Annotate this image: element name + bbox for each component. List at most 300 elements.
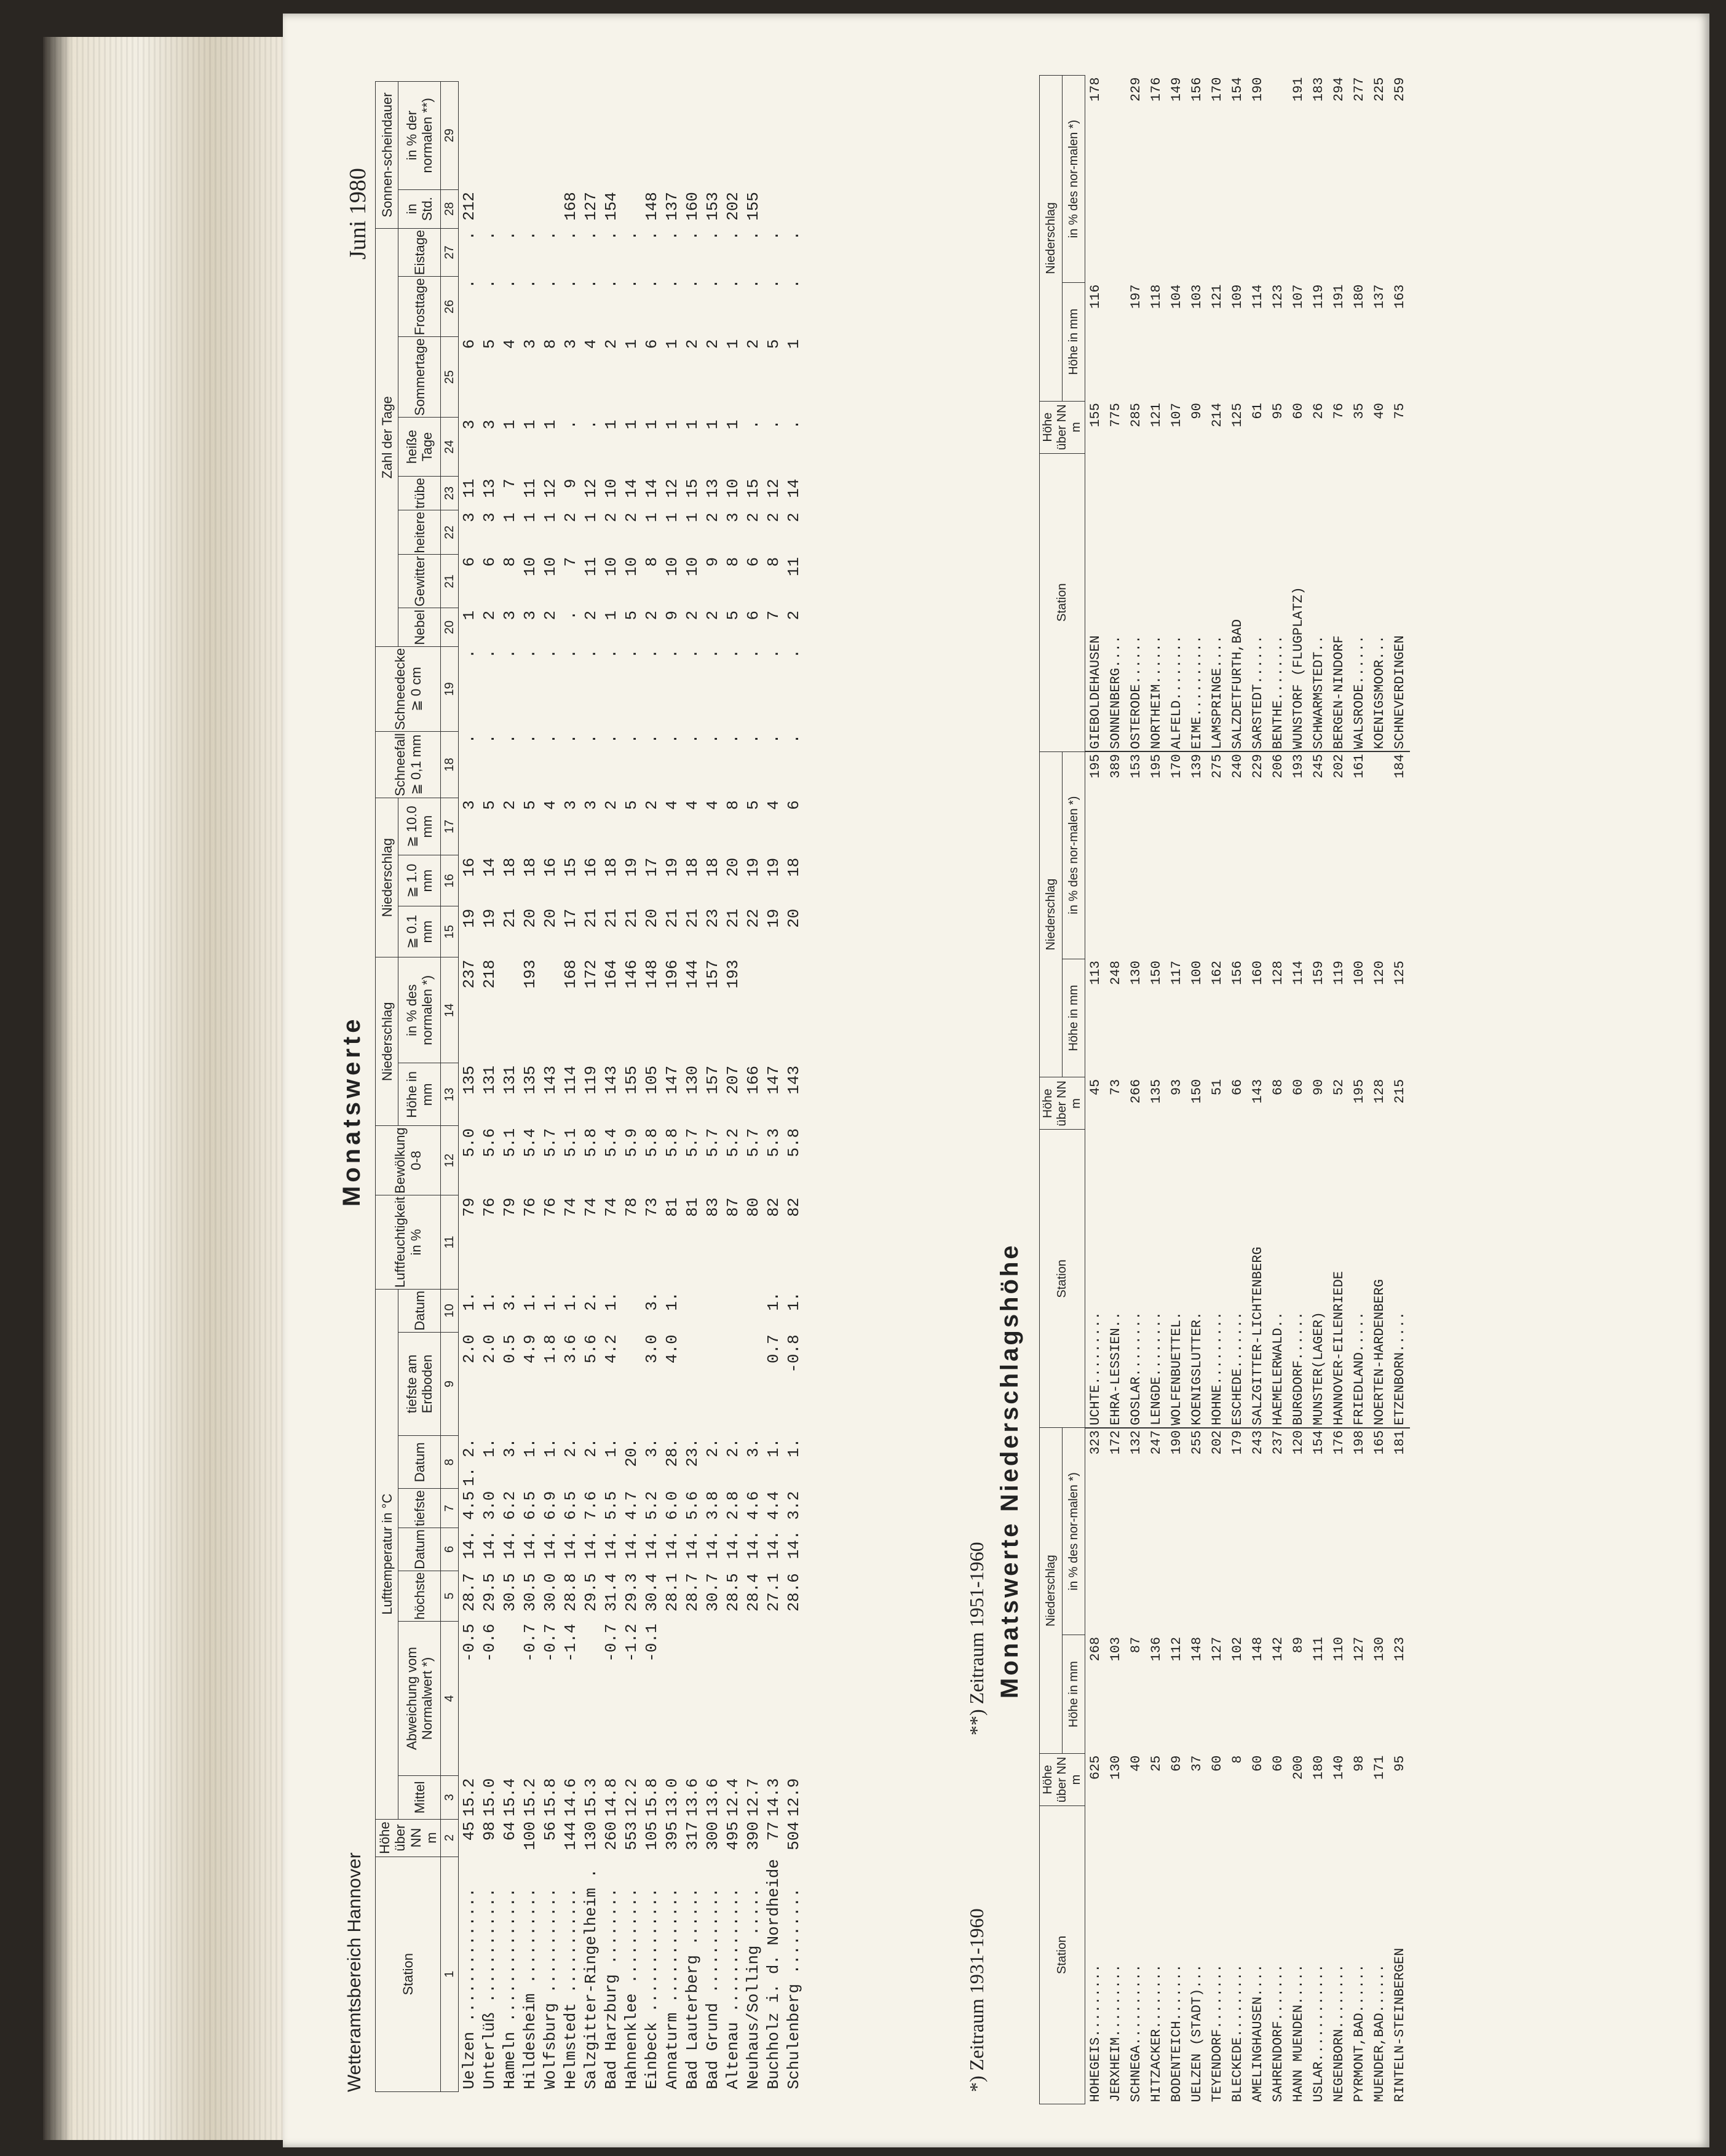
table-cell: 6.2 xyxy=(500,1491,519,1520)
table-cell: 102 xyxy=(1230,1636,1245,1662)
table-cell: . xyxy=(662,231,681,240)
station-name: PYRMONT,BAD...... xyxy=(1352,1964,1367,2102)
bleed-through-layer xyxy=(283,14,1709,2147)
table-cell: 10 xyxy=(683,557,702,577)
table-cell: 195 xyxy=(1352,1079,1367,1104)
table-cell: 14. xyxy=(642,1530,661,1560)
table-cell: 21 xyxy=(683,908,702,928)
table-cell: 113 xyxy=(1088,961,1103,985)
table-cell xyxy=(783,957,804,1063)
table-cell: . xyxy=(743,279,762,289)
table-cell: 4.4 xyxy=(764,1491,783,1520)
station-name: NOERTEN-HARDENBERG xyxy=(1369,1130,1390,1428)
table-cell: 277 xyxy=(1352,77,1367,102)
table-cell: 3. xyxy=(500,1291,519,1311)
table-cell: 14. xyxy=(723,1530,742,1560)
table-cell: 127 xyxy=(1352,1636,1367,1662)
table-cell: 19 xyxy=(764,908,783,928)
table-cell: 1. xyxy=(764,1291,783,1311)
table-cell: 10 xyxy=(622,557,641,577)
table-cell: 2 xyxy=(683,610,702,620)
table-cell: 154 xyxy=(1311,1430,1326,1455)
table-cell: 323 xyxy=(1088,1430,1103,1455)
table-cell: 2 xyxy=(703,339,722,349)
table-cell: 3 xyxy=(520,610,539,620)
table-cell: . xyxy=(520,734,539,744)
table-cell: 268 xyxy=(1088,1636,1103,1662)
station-name: Uelzen .............. xyxy=(459,1887,478,2090)
table-cell: . xyxy=(561,419,580,430)
table-cell: 142 xyxy=(1270,1636,1286,1662)
t2-th-height-3: Höhe über NN m xyxy=(1040,401,1085,453)
table-cell: 14.3 xyxy=(764,1778,783,1817)
table-cell: 18 xyxy=(601,857,620,877)
table-cell: 15.0 xyxy=(480,1778,499,1817)
table-cell: 163 xyxy=(1392,284,1407,309)
footnote-2: **) Zeitraum 1951-1960 xyxy=(965,1542,988,1735)
table-row xyxy=(1166,76,1187,2104)
th-min: tiefste xyxy=(398,1489,441,1528)
table-cell: . xyxy=(500,231,519,240)
table-cell: 8 xyxy=(540,339,560,349)
table-cell: 107 xyxy=(1291,284,1306,309)
th-ice: Eistage xyxy=(398,228,441,276)
table-cell: 3. xyxy=(642,1438,661,1458)
station-name: LENGDE........ xyxy=(1146,1130,1166,1428)
table-cell xyxy=(520,189,540,228)
table-cell: 390 xyxy=(743,1821,762,1850)
table-cell: 147 xyxy=(662,1065,681,1095)
station-name: AMELINGHAUSEN.... xyxy=(1250,1964,1265,2102)
table-cell: 2 xyxy=(540,610,560,620)
table-cell: 172 xyxy=(1108,1430,1123,1455)
table-cell: 89 xyxy=(1291,1636,1306,1654)
table-cell: . xyxy=(581,649,600,659)
rotated-content xyxy=(332,50,1654,2129)
table-cell: 553 xyxy=(622,1821,641,1850)
table-cell: 3. xyxy=(743,1438,762,1458)
column-number: 8 xyxy=(441,1436,459,1489)
table-row xyxy=(1085,76,1106,2104)
table-cell: 40 xyxy=(1128,1755,1144,1772)
table-cell: 1. 2. xyxy=(459,1438,478,1486)
th-sun-hours: in Std. xyxy=(398,189,441,228)
table-row xyxy=(459,82,480,2092)
th-ge100: ≧ 10.0 mm xyxy=(398,798,441,855)
table-cell: 2 xyxy=(743,339,762,349)
table-cell: -1.4 xyxy=(561,1623,580,1662)
table-cell: . xyxy=(743,649,762,659)
table-cell: 95 xyxy=(1392,1755,1407,1772)
table-cell xyxy=(702,82,722,190)
table-cell: 195 xyxy=(1088,754,1103,779)
table-cell: 247 xyxy=(1149,1430,1164,1455)
table-row xyxy=(1349,76,1369,2104)
station-name: OSTERODE...... xyxy=(1126,453,1146,751)
table-cell xyxy=(621,189,641,228)
t2-th-height-1: Höhe über NN m xyxy=(1040,1754,1085,1806)
station-name: Schulenberg ......... xyxy=(784,1887,803,2090)
th-group-sun: Sonnen-scheindauer xyxy=(376,82,398,229)
table-cell: 1 xyxy=(500,419,519,430)
table-cell: 2.8 xyxy=(723,1491,742,1520)
table-cell: . xyxy=(703,231,722,240)
column-number: 20 xyxy=(441,608,459,646)
th-min-date: Datum xyxy=(398,1436,441,1489)
header-title: Monatswerte xyxy=(338,1015,365,1207)
table-cell: 1. xyxy=(784,1291,803,1311)
table-row xyxy=(1308,76,1329,2104)
table-cell: -0.8 xyxy=(784,1334,803,1373)
table-cell: 2 xyxy=(581,610,600,620)
column-number: 7 xyxy=(441,1489,459,1528)
t2-th-station-2: Station xyxy=(1040,1130,1085,1428)
table-cell: 19 xyxy=(622,857,641,877)
station-name: KOENIGSMOOR... xyxy=(1369,453,1390,751)
table-cell: 2 xyxy=(743,512,762,523)
table-cell: 130 xyxy=(1372,1636,1387,1662)
station-name: Salzgitter-Ringelheim . xyxy=(581,1868,600,2090)
table-cell: 2 xyxy=(601,339,620,349)
table-cell: 3 xyxy=(500,610,519,620)
table-cell xyxy=(499,957,520,1063)
table-cell: 3.6 xyxy=(561,1334,580,1364)
table-cell: 1. xyxy=(540,1438,560,1458)
station-name: BERGEN-NINDORF xyxy=(1329,453,1349,751)
table-cell: . xyxy=(561,734,580,744)
table-cell: 20 xyxy=(642,908,661,928)
table-cell: 2 xyxy=(601,512,620,523)
t2-th-mm-3: Höhe in mm xyxy=(1063,283,1085,402)
table-cell: 127 xyxy=(581,192,600,221)
table-cell: 51 xyxy=(1209,1079,1225,1096)
table-cell: 6 xyxy=(743,557,762,567)
table-cell: 179 xyxy=(1230,1430,1245,1455)
table-cell: . xyxy=(622,649,641,659)
table-cell xyxy=(783,189,804,228)
table-cell xyxy=(601,82,621,190)
table-cell: 128 xyxy=(1270,961,1286,985)
table-cell: 3 xyxy=(520,339,539,349)
station-name: LAMSPRINGE.... xyxy=(1207,453,1227,751)
table-cell: 1. xyxy=(520,1438,539,1458)
t2-th-mm-2: Höhe in mm xyxy=(1063,959,1085,1077)
th-fog: Nebel xyxy=(398,608,441,646)
table-cell: 2 xyxy=(601,800,620,810)
column-number: 16 xyxy=(441,855,459,906)
table-cell: 73 xyxy=(642,1197,661,1217)
th-snowfall: Schneefall ≧ 0,1 mm xyxy=(376,732,441,798)
table-cell: . xyxy=(642,734,661,744)
table-cell: 625 xyxy=(1088,1755,1103,1780)
table-cell: 1 xyxy=(662,419,681,430)
table-cell: 161 xyxy=(1352,754,1367,779)
column-number: 9 xyxy=(441,1332,459,1436)
table-cell: 14. xyxy=(703,1530,722,1560)
station-name: EHRA-LESSIEN.. xyxy=(1106,1130,1126,1428)
table-cell: 60 xyxy=(1291,1079,1306,1096)
table-cell xyxy=(743,82,763,190)
table-cell xyxy=(722,1332,743,1436)
table-cell xyxy=(763,82,783,190)
table-cell: 10 xyxy=(540,557,560,577)
table-cell: 37 xyxy=(1189,1755,1205,1772)
table-cell xyxy=(459,82,480,190)
table-cell: 1. xyxy=(480,1291,499,1311)
table-cell: 21 xyxy=(723,908,742,928)
table-cell: . xyxy=(601,279,620,289)
table-cell: . xyxy=(784,734,803,744)
station-name: GOSLAR........ xyxy=(1126,1130,1146,1428)
table-cell: 147 xyxy=(764,1065,783,1095)
table-cell: 245 xyxy=(1311,754,1326,779)
th-cloud: Bewölkung 0-8 xyxy=(376,1126,441,1195)
table-cell: 8 xyxy=(500,557,519,567)
table-cell: 6.5 xyxy=(561,1491,580,1520)
column-number: 15 xyxy=(441,906,459,957)
table-cell: 5.4 xyxy=(520,1128,539,1157)
table-cell: 5 xyxy=(764,339,783,349)
column-number: 23 xyxy=(441,477,459,510)
table-cell: 6.0 xyxy=(662,1491,681,1520)
table-cell: 143 xyxy=(601,1065,620,1095)
station-name: TEYENDORF........ xyxy=(1209,1964,1225,2102)
table-cell: 3 xyxy=(581,800,600,810)
table-row xyxy=(641,82,662,2092)
table-cell: 191 xyxy=(1291,77,1306,102)
table-cell: . xyxy=(743,734,762,744)
table-cell: 14. xyxy=(601,1530,620,1560)
table-cell: 103 xyxy=(1108,1636,1123,1662)
table-cell: 60 xyxy=(1209,1755,1225,1772)
table-cell: 2. xyxy=(723,1438,742,1458)
table-cell: 10 xyxy=(601,557,620,577)
station-name: KOENIGSLUTTER. xyxy=(1187,1130,1207,1428)
table-cell: . xyxy=(601,734,620,744)
table-cell: . xyxy=(662,279,681,289)
table-cell: 76 xyxy=(480,1197,499,1217)
table-cell: . xyxy=(520,279,539,289)
table-cell: 18 xyxy=(703,857,722,877)
station-name: SALZGITTER-LICHTENBERG xyxy=(1248,1130,1268,1428)
table-cell: 95 xyxy=(1270,403,1286,419)
station-name: BLECKEDE......... xyxy=(1230,1964,1245,2102)
table-cell: 171 xyxy=(1372,1755,1387,1780)
table-cell: 159 xyxy=(1311,961,1326,985)
table-cell: 6 xyxy=(459,557,478,567)
table-cell: 30.7 xyxy=(703,1573,722,1612)
table-cell: 1. xyxy=(601,1291,620,1311)
table-cell: 2 xyxy=(764,512,783,523)
station-name: WALSRODE...... xyxy=(1349,453,1369,751)
table-cell: 80 xyxy=(743,1197,762,1217)
table-cell xyxy=(702,1621,722,1775)
table-cell xyxy=(702,1332,722,1436)
station-name: MUENDER,BAD...... xyxy=(1372,1964,1387,2102)
table-cell: . xyxy=(540,649,560,659)
table-cell: 128 xyxy=(1372,1079,1387,1104)
table-cell xyxy=(560,82,580,190)
table-cell: 18 xyxy=(784,857,803,877)
column-number: 25 xyxy=(441,337,459,418)
table-cell xyxy=(743,1621,763,1775)
table-cell: 4 xyxy=(540,800,560,810)
table-cell: 9 xyxy=(703,557,722,567)
table-cell: 105 xyxy=(642,1065,661,1095)
table-cell: 105 xyxy=(642,1821,661,1850)
table-cell: 21 xyxy=(500,908,519,928)
table-cell: 3 xyxy=(459,800,478,810)
table-cell: . xyxy=(459,734,478,744)
table-cell: 1 xyxy=(723,419,742,430)
table-cell: 12.4 xyxy=(723,1778,742,1817)
table-cell: 6 xyxy=(459,339,478,349)
table-cell: 87 xyxy=(1128,1636,1144,1654)
th-dull: trübe xyxy=(398,477,441,510)
table-cell: 3. xyxy=(642,1291,661,1311)
column-number: 13 xyxy=(441,1063,459,1126)
table-cell xyxy=(1369,751,1390,959)
table-cell: 29.5 xyxy=(480,1573,499,1612)
table-row xyxy=(1390,76,1410,2104)
table-cell: 1 xyxy=(581,512,600,523)
table-cell: 30.5 xyxy=(500,1573,519,1612)
table-cell: 1 xyxy=(601,610,620,620)
table-row xyxy=(601,82,621,2092)
table-cell: 21 xyxy=(601,908,620,928)
table-cell: 18 xyxy=(683,857,702,877)
table-cell: . xyxy=(459,649,478,659)
table-cell xyxy=(1106,283,1126,402)
table-cell: 156 xyxy=(1189,77,1205,102)
table-cell: 74 xyxy=(581,1197,600,1217)
table-cell: 207 xyxy=(723,1065,742,1095)
table-cell: 2 xyxy=(480,610,499,620)
t2-th-height-2: Höhe über NN m xyxy=(1040,1077,1085,1130)
table-cell: 775 xyxy=(1108,403,1123,427)
table-cell: 285 xyxy=(1128,403,1144,427)
table-cell: 11 xyxy=(520,478,539,498)
column-number: 14 xyxy=(441,957,459,1063)
table-cell: 83 xyxy=(703,1197,722,1217)
table-cell: . xyxy=(703,649,722,659)
table-cell: 5.6 xyxy=(683,1491,702,1520)
t2-th-station-1: Station xyxy=(1040,1806,1085,2104)
table-cell: 155 xyxy=(743,192,762,221)
table-cell: 229 xyxy=(1128,77,1144,102)
table-cell: 218 xyxy=(480,959,499,989)
table-cell: 74 xyxy=(601,1197,620,1217)
table-cell: 260 xyxy=(601,1821,620,1850)
table-cell: 4 xyxy=(581,339,600,349)
table-cell: 130 xyxy=(581,1821,600,1850)
table-cell: 116 xyxy=(1088,284,1103,309)
table-cell: 5.4 xyxy=(601,1128,620,1157)
table-cell: 74 xyxy=(561,1197,580,1217)
column-number: 22 xyxy=(441,510,459,555)
table-cell: 28.5 xyxy=(723,1573,742,1612)
table-cell: 8 xyxy=(723,800,742,810)
table-cell: 60 xyxy=(1291,403,1306,419)
table-cell: -0.7 xyxy=(601,1623,620,1662)
table-cell: 56 xyxy=(540,1821,560,1841)
table-cell: 100 xyxy=(1352,961,1367,985)
table-cell: 202 xyxy=(1331,754,1347,779)
table-cell: 16 xyxy=(459,857,478,877)
table-cell: 17 xyxy=(561,908,580,928)
table-cell: 123 xyxy=(1392,1636,1407,1662)
table-cell xyxy=(540,82,560,190)
table-row xyxy=(1369,76,1390,2104)
column-number: 6 xyxy=(441,1528,459,1571)
table-cell: 114 xyxy=(1250,284,1265,309)
th-sun-pct: in % der normalen **) xyxy=(398,82,441,190)
table-cell: 4.6 xyxy=(743,1491,762,1520)
table-cell: 3. xyxy=(500,1438,519,1458)
table-cell: 16 xyxy=(581,857,600,877)
table-cell: 180 xyxy=(1352,284,1367,309)
station-name: BODENTEICH....... xyxy=(1169,1964,1184,2102)
table-cell: 25 xyxy=(1149,1755,1164,1772)
table-cell: 60 xyxy=(1250,1755,1265,1772)
table-row xyxy=(763,82,783,2092)
table-cell xyxy=(682,82,702,190)
table-cell: 6.9 xyxy=(540,1491,560,1520)
table-cell: 183 xyxy=(1311,77,1326,102)
table-cell: 1. xyxy=(480,1438,499,1458)
column-number: 21 xyxy=(441,555,459,608)
station-name: SCHWARMSTEDT.. xyxy=(1308,453,1329,751)
table-cell: 81 xyxy=(683,1197,702,1217)
document-page xyxy=(283,14,1709,2147)
footnote-1: *) Zeitraum 1931-1960 xyxy=(965,1908,988,2092)
table-cell: 28.8 xyxy=(561,1573,580,1612)
table-cell: 1 xyxy=(540,512,560,523)
table-cell: 68 xyxy=(1270,1079,1286,1096)
table-cell: 1. xyxy=(764,1438,783,1458)
table-row xyxy=(1329,76,1349,2104)
table-cell: 146 xyxy=(622,959,641,989)
table-cell: 93 xyxy=(1169,1079,1184,1096)
table-cell: 193 xyxy=(723,959,742,989)
table-cell xyxy=(499,189,520,228)
station-name: SCHNEGA.......... xyxy=(1128,1964,1144,2102)
table-cell: . xyxy=(500,649,519,659)
table-cell: . xyxy=(764,649,783,659)
table-cell: 0.7 xyxy=(764,1334,783,1364)
table-cell: 1 xyxy=(642,512,661,523)
table-cell xyxy=(1106,76,1126,283)
table-cell: 156 xyxy=(1230,961,1245,985)
th-deviation: Abweichung vom Normalwert *) xyxy=(398,1621,441,1775)
table-cell xyxy=(763,1621,783,1775)
table-cell: 1 xyxy=(723,339,742,349)
table-cell: 29.5 xyxy=(581,1573,600,1612)
table-cell xyxy=(722,1621,743,1775)
table-cell: 2.0 xyxy=(480,1334,499,1364)
table-cell: 2.0 xyxy=(459,1334,478,1364)
table-cell: 14. xyxy=(520,1530,539,1560)
table-cell: 3 xyxy=(480,512,499,523)
table-cell: 300 xyxy=(703,1821,722,1850)
table-cell: 5.5 xyxy=(601,1491,620,1520)
station-name: BURGDORF...... xyxy=(1288,1130,1308,1428)
table-cell: 23 xyxy=(703,908,722,928)
station-name: ALFELD........ xyxy=(1166,453,1187,751)
table-cell: 4 xyxy=(683,800,702,810)
table-cell: 193 xyxy=(520,959,539,989)
table-cell: 76 xyxy=(1331,403,1347,419)
